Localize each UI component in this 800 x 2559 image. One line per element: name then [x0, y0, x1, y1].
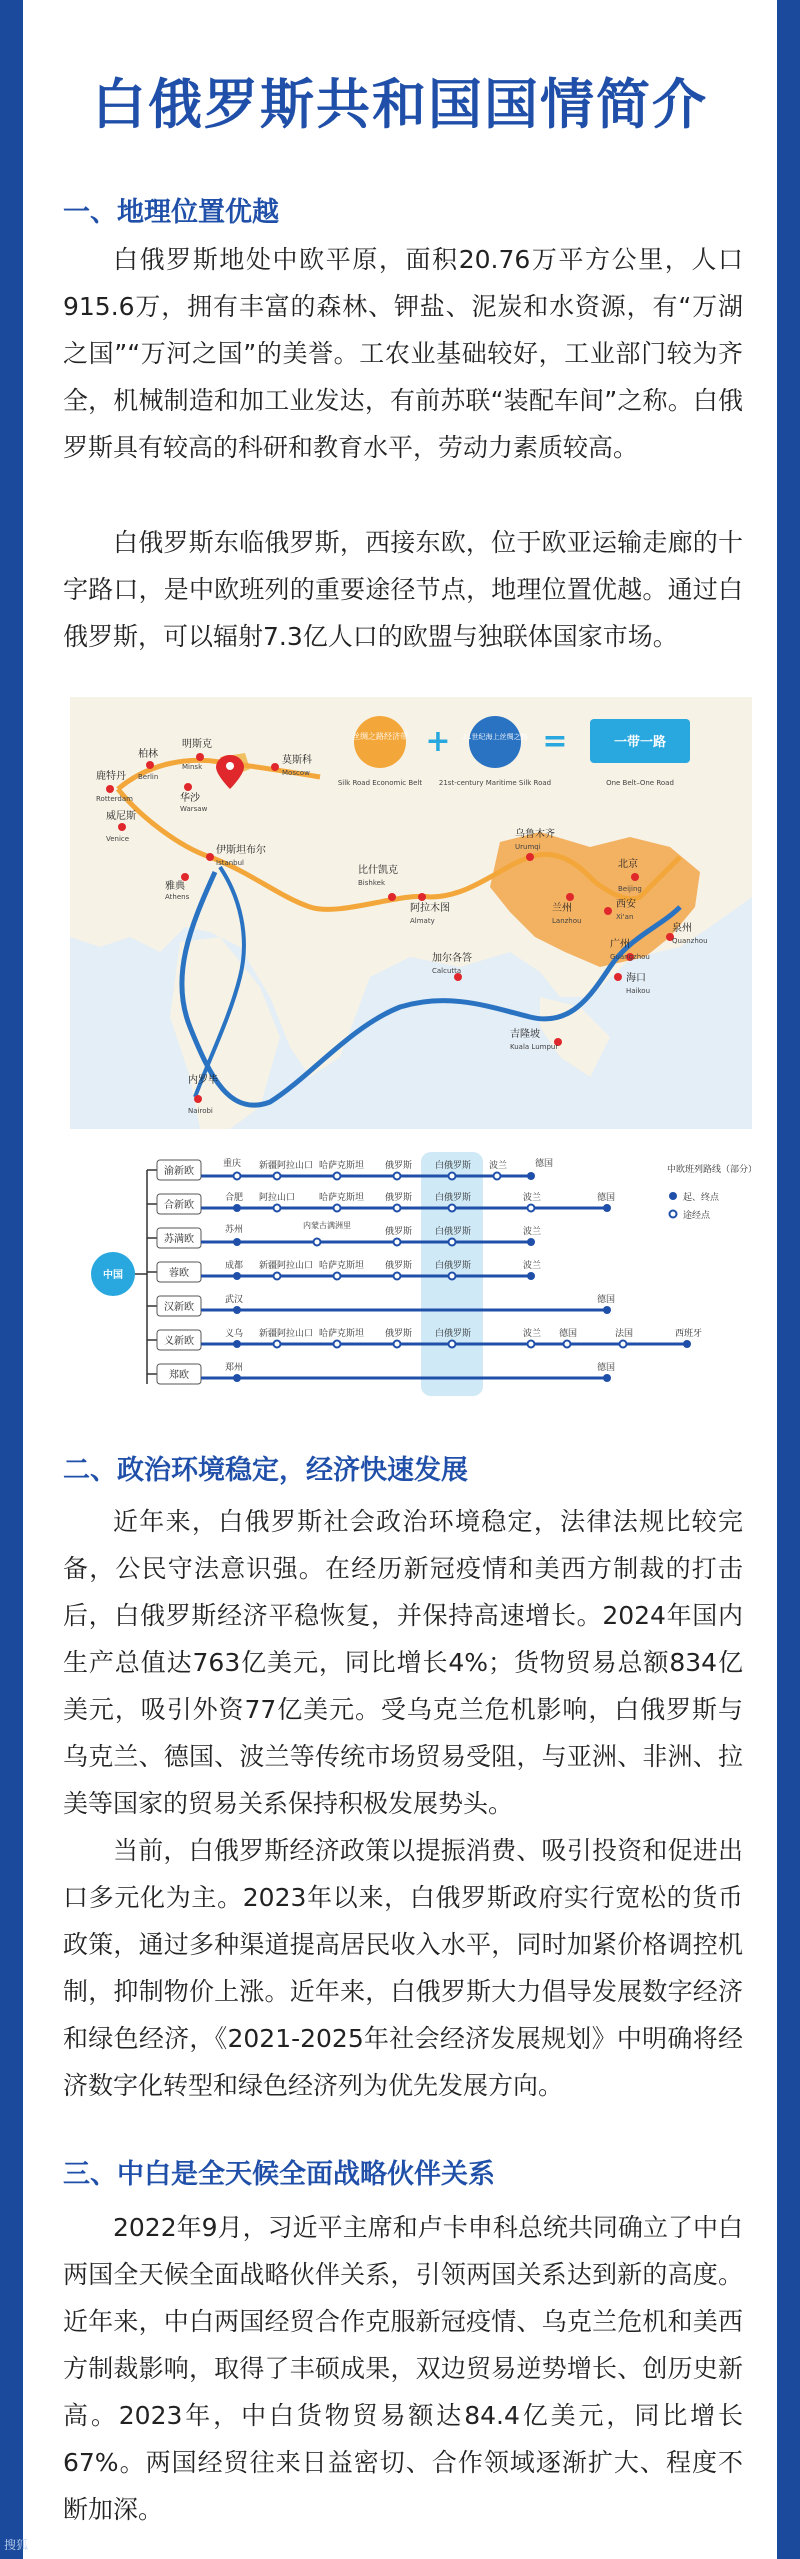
section-heading-politics-economy: 二、政治环境稳定，经济快速发展 [63, 1455, 468, 1486]
rail-route-sumanou [157, 1228, 201, 1248]
svg-text:Quanzhou: Quanzhou [672, 937, 708, 945]
svg-text:伊斯坦布尔: 伊斯坦布尔 [216, 845, 266, 856]
svg-text:Rotterdam: Rotterdam [96, 795, 133, 803]
legend-silkroad-en: Silk Road Economic Belt [337, 779, 423, 787]
svg-text:雅典: 雅典 [165, 881, 185, 892]
svg-text:Berlin: Berlin [138, 773, 159, 781]
svg-text:新疆阿拉山口: 新疆阿拉山口 [259, 1329, 314, 1339]
svg-text:成都: 成都 [225, 1261, 244, 1271]
svg-text:中欧班列路线（部分）: 中欧班列路线（部分） [667, 1165, 751, 1175]
legend-beltroad-en: One Belt–One Road [606, 779, 674, 787]
svg-text:俄罗斯: 俄罗斯 [385, 1329, 413, 1339]
rail-route-yixinou [157, 1330, 201, 1350]
legend-equals: = [542, 724, 568, 759]
svg-text:吉隆坡: 吉隆坡 [510, 1029, 540, 1040]
svg-text:Istanbul: Istanbul [216, 859, 245, 867]
svg-text:Guangzhou: Guangzhou [610, 953, 650, 961]
svg-text:德国: 德国 [535, 1159, 554, 1169]
svg-text:波兰: 波兰 [523, 1329, 542, 1339]
svg-text:俄罗斯: 俄罗斯 [385, 1193, 413, 1203]
svg-text:新疆阿拉山口: 新疆阿拉山口 [259, 1161, 314, 1171]
svg-text:阿拉木图: 阿拉木图 [410, 903, 450, 914]
svg-text:北京: 北京 [618, 859, 638, 870]
legend-maritime-cn: 21世纪海上丝绸之路 [462, 733, 528, 741]
svg-text:华沙: 华沙 [180, 793, 200, 804]
svg-text:武汉: 武汉 [225, 1295, 244, 1305]
svg-text:Warsaw: Warsaw [180, 805, 208, 813]
svg-text:蓉欧: 蓉欧 [169, 1268, 189, 1279]
svg-text:俄罗斯: 俄罗斯 [385, 1161, 413, 1171]
svg-text:法国: 法国 [615, 1329, 634, 1339]
svg-text:新疆阿拉山口: 新疆阿拉山口 [259, 1261, 314, 1271]
svg-text:莫斯科: 莫斯科 [282, 755, 312, 766]
paragraph-partnership-1: 2022年9月，习近平主席和卢卡申科总统共同确立了中白两国全天候全面战略伙伴关系，引领两国关系达到新的高度。近年来，中白两国经贸合作克服新冠疫情、乌克兰危机和美西方制裁影响，取得了丰硕成果，双边贸易逆势增长、创历史新高。2023年，中白货物贸易额达84.4亿美元，同比增长67%。两国经贸往来日益密切、合作领域逐渐扩大、程度不断加深。 [63, 2213, 743, 2524]
page-title: 白俄罗斯共和国国情简介 [92, 73, 708, 136]
svg-text:内罗毕: 内罗毕 [188, 1075, 218, 1086]
svg-text:重庆: 重庆 [223, 1159, 242, 1169]
svg-text:比什凯克: 比什凯克 [358, 865, 398, 876]
svg-text:波兰: 波兰 [523, 1261, 542, 1271]
svg-text:Beijing: Beijing [618, 885, 642, 893]
svg-text:合新欧: 合新欧 [164, 1200, 194, 1211]
svg-text:海口: 海口 [626, 973, 646, 984]
svg-text:威尼斯: 威尼斯 [106, 811, 136, 822]
svg-text:明斯克: 明斯克 [182, 739, 212, 750]
svg-text:波兰: 波兰 [523, 1193, 542, 1203]
paragraph-geography-2: 白俄罗斯东临俄罗斯，西接东欧，位于欧亚运输走廊的十字路口，是中欧班列的重要途径节点，地理位置优越。通过白俄罗斯，可以辐射7.3亿人口的欧盟与独联体国家市场。 [63, 528, 743, 651]
rail-route-zhengou [157, 1364, 201, 1384]
svg-text:哈萨克斯坦: 哈萨克斯坦 [319, 1193, 365, 1203]
svg-text:柏林: 柏林 [138, 749, 158, 760]
svg-text:泉州: 泉州 [672, 923, 692, 934]
svg-text:Haikou: Haikou [626, 987, 651, 995]
legend-silkroad-cn: 丝绸之路经济带 [352, 732, 408, 741]
svg-text:哈萨克斯坦: 哈萨克斯坦 [319, 1329, 365, 1339]
svg-text:义新欧: 义新欧 [164, 1336, 194, 1347]
svg-text:起、终点: 起、终点 [683, 1193, 720, 1203]
svg-text:Calcutta: Calcutta [432, 967, 462, 975]
legend-beltroad-cn: 一带一路 [613, 735, 667, 750]
paragraph-geography-1: 白俄罗斯地处中欧平原，面积20.76万平方公里，人口915.6万，拥有丰富的森林、钾盐、泥炭和水资源，有“万湖之国”“万河之国”的美誉。工农业基础较好，工业部门较为齐全，机械制造和加工业发达，有前苏联“装配车间”之称。白俄罗斯具有较高的科研和教育水平，劳动力素质较高。 [63, 245, 743, 462]
svg-text:波兰: 波兰 [489, 1161, 508, 1171]
rail-route-hanxinou [157, 1296, 201, 1316]
svg-text:哈萨克斯坦: 哈萨克斯坦 [319, 1261, 365, 1271]
map-city-calcutta [432, 951, 472, 981]
svg-text:郑州: 郑州 [225, 1363, 244, 1373]
map-city-haikou [614, 971, 650, 995]
svg-text:阿拉山口: 阿拉山口 [259, 1193, 296, 1203]
svg-text:西安: 西安 [616, 899, 636, 910]
svg-text:内蒙古满洲里: 内蒙古满洲里 [303, 1221, 351, 1230]
svg-text:白俄罗斯: 白俄罗斯 [435, 1161, 472, 1171]
svg-text:广州: 广州 [610, 939, 630, 950]
rail-route-rongou [157, 1262, 201, 1282]
section-heading-geography: 一、地理位置优越 [63, 197, 279, 228]
svg-text:Moscow: Moscow [282, 769, 310, 777]
svg-text:郑欧: 郑欧 [169, 1370, 189, 1381]
svg-text:哈萨克斯坦: 哈萨克斯坦 [319, 1161, 365, 1171]
svg-text:苏满欧: 苏满欧 [164, 1234, 194, 1245]
svg-text:Xi'an: Xi'an [616, 913, 634, 921]
svg-text:白俄罗斯: 白俄罗斯 [435, 1329, 472, 1339]
svg-text:途经点: 途经点 [683, 1211, 711, 1221]
svg-text:兰州: 兰州 [552, 903, 572, 914]
svg-text:Venice: Venice [106, 835, 130, 843]
svg-text:西班牙: 西班牙 [675, 1329, 703, 1339]
svg-text:Kuala Lumpur: Kuala Lumpur [510, 1043, 559, 1051]
svg-text:波兰: 波兰 [523, 1227, 542, 1237]
belt-road-map [70, 697, 752, 1129]
svg-text:俄罗斯: 俄罗斯 [385, 1227, 413, 1237]
svg-text:Almaty: Almaty [410, 917, 435, 925]
page [23, 0, 777, 2559]
rail-legend [667, 1163, 751, 1221]
svg-text:Bishkek: Bishkek [358, 879, 385, 887]
svg-text:Minsk: Minsk [182, 763, 203, 771]
svg-text:鹿特丹: 鹿特丹 [96, 771, 126, 782]
section-heading-partnership: 三、中白是全天候全面战略伙伴关系 [63, 2159, 495, 2190]
svg-text:Nairobi: Nairobi [188, 1107, 213, 1115]
svg-text:加尔各答: 加尔各答 [432, 953, 472, 964]
watermark: 搜狐 [4, 2538, 29, 2552]
svg-text:德国: 德国 [559, 1329, 578, 1339]
paragraph-economy-2: 当前，白俄罗斯经济政策以提振消费、吸引投资和促进出口多元化为主。2023年以来，白俄罗斯政府实行宽松的货币政策，通过多种渠道提高居民收入水平，同时加紧价格调控机制，抑制物价上涨。近年来，白俄罗斯大力倡导发展数字经济和绿色经济，《2021-2025年社会经济发展规划》中明确将经济数字化转型和绿色经济列为优先发展方向。 [63, 1836, 743, 2100]
legend-plus: + [425, 724, 451, 759]
rail-route-hexinou [157, 1194, 201, 1214]
svg-text:Urumqi: Urumqi [515, 843, 541, 851]
svg-text:乌鲁木齐: 乌鲁木齐 [515, 829, 555, 840]
svg-text:德国: 德国 [597, 1295, 616, 1305]
svg-text:合肥: 合肥 [225, 1193, 244, 1203]
rail-origin: 中国 [103, 1270, 123, 1281]
svg-text:苏州: 苏州 [225, 1225, 244, 1235]
svg-text:白俄罗斯: 白俄罗斯 [435, 1193, 472, 1203]
legend-maritime-en: 21st-century Maritime Silk Road [438, 779, 552, 787]
svg-text:渝新欧: 渝新欧 [164, 1166, 194, 1177]
paragraph-economy-1: 近年来，白俄罗斯社会政治环境稳定，法律法规比较完备，公民守法意识强。在经历新冠疫情和美西方制裁的打击后，白俄罗斯经济平稳恢复，并保持高速增长。2024年国内生产总值达763亿美元，同比增长4%；货物贸易总额834亿美元，吸引外资77亿美元。受乌克兰危机影响，白俄罗斯与乌克兰、德国、波兰等传统市场贸易受阻，与亚洲、非洲、拉美等国家的贸易关系保持积极发展势头。 [63, 1507, 743, 1818]
svg-text:白俄罗斯: 白俄罗斯 [435, 1261, 472, 1271]
svg-text:Athens: Athens [165, 893, 190, 901]
svg-text:德国: 德国 [597, 1363, 616, 1373]
svg-text:俄罗斯: 俄罗斯 [385, 1261, 413, 1271]
svg-text:德国: 德国 [597, 1193, 616, 1203]
svg-text:义乌: 义乌 [225, 1329, 244, 1339]
china-europe-rail-diagram [87, 1152, 751, 1396]
svg-text:白俄罗斯: 白俄罗斯 [435, 1227, 472, 1237]
rail-route-yuxinou [157, 1160, 201, 1180]
svg-text:汉新欧: 汉新欧 [164, 1302, 194, 1313]
svg-text:Lanzhou: Lanzhou [552, 917, 582, 925]
